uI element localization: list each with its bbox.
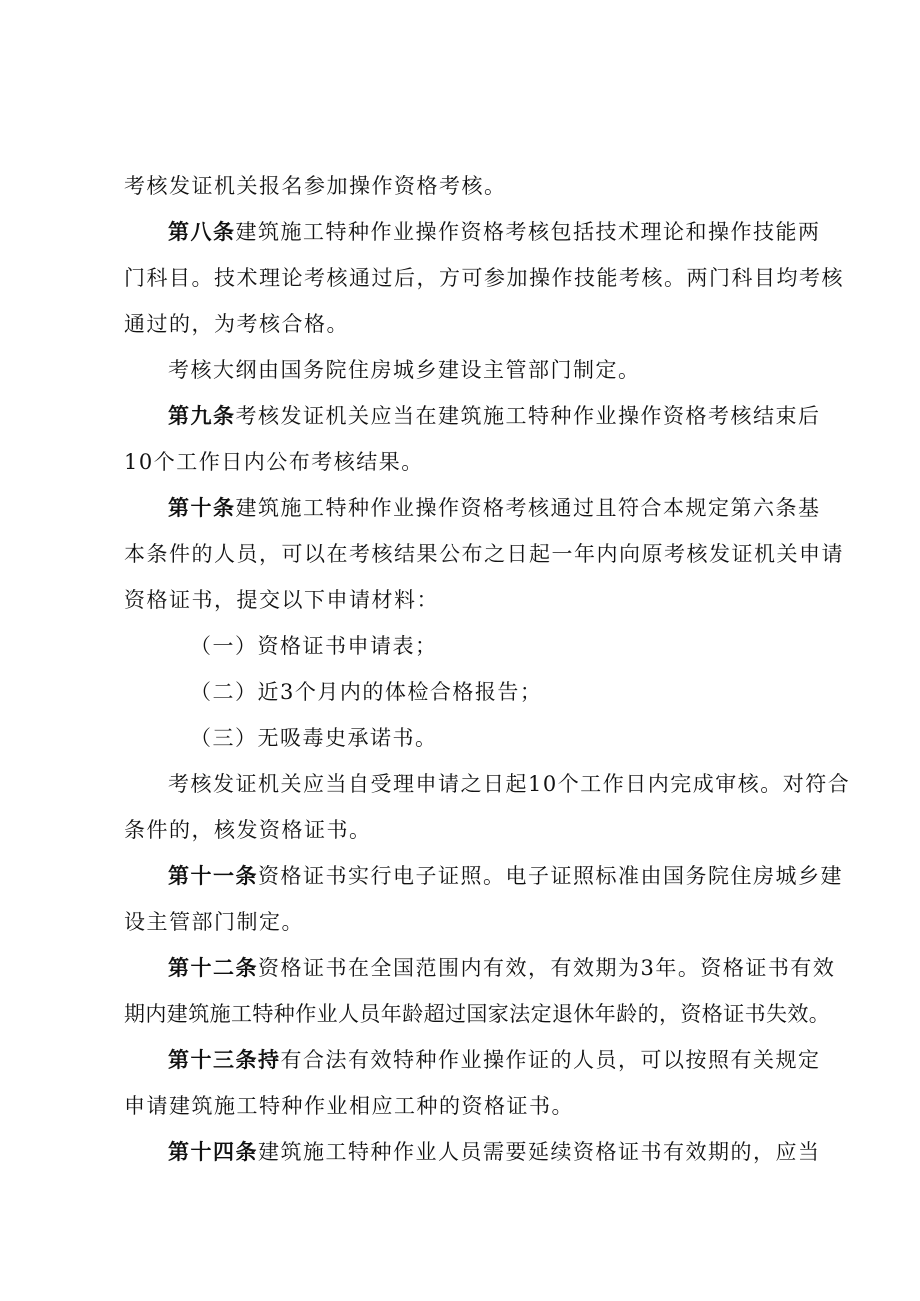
article-8-text: 建筑施工特种作业操作资格考核包括技术理论和操作技能两 bbox=[235, 220, 821, 244]
article-11-line-1 bbox=[124, 853, 843, 899]
list-item: （二）近3个月内的体检合格报告； bbox=[190, 680, 543, 704]
article-10-text: 建筑施工特种作业操作资格考核通过且符合本规定第六条基 bbox=[235, 496, 821, 520]
article-13-line-1 bbox=[124, 1037, 821, 1083]
body-line: 期内建筑施工特种作业人员年龄超过国家法定退休年龄的，资格证书失效。 bbox=[124, 1002, 831, 1026]
body-line: 申请建筑施工特种作业相应工种的资格证书。 bbox=[124, 1094, 574, 1118]
article-10-heading: 第十条 bbox=[168, 496, 236, 520]
body-line: 考核发证机关报名参加操作资格考核。 bbox=[124, 174, 507, 198]
article-8-line-1 bbox=[124, 209, 821, 255]
article-12-line-1 bbox=[124, 945, 836, 991]
article-13-text: 有合法有效特种作业操作证的人员，可以按照有关规定 bbox=[280, 1048, 821, 1072]
article-14-heading: 第十四条 bbox=[168, 1140, 258, 1164]
body-line: 门科目。技术理论考核通过后，方可参加操作技能考核。两门科目均考核 bbox=[124, 266, 844, 290]
article-14-text: 建筑施工特种作业人员需要延续资格证书有效期的，应当 bbox=[258, 1140, 821, 1164]
list-item: （一）资格证书申请表； bbox=[190, 634, 438, 658]
article-12-text: 资格证书在全国范围内有效，有效期为3年。资格证书有效 bbox=[258, 956, 836, 980]
body-line: 条件的，核发资格证书。 bbox=[124, 818, 372, 842]
body-line: 考核大纲由国务院住房城乡建设主管部门制定。 bbox=[168, 358, 641, 382]
body-line: 本条件的人员，可以在考核结果公布之日起一年内向原考核发证机关申请 bbox=[124, 542, 844, 566]
article-9-line-1 bbox=[124, 393, 821, 439]
article-11-heading: 第十一条 bbox=[168, 864, 258, 888]
document-body bbox=[124, 163, 851, 1175]
list-item: （三）无吸毒史承诺书。 bbox=[190, 726, 438, 750]
article-14-line-1 bbox=[124, 1129, 821, 1175]
body-line: 资格证书，提交以下申请材料： bbox=[124, 588, 439, 612]
article-10-line-1 bbox=[124, 485, 821, 531]
article-12-heading: 第十二条 bbox=[168, 956, 258, 980]
body-line: 通过的，为考核合格。 bbox=[124, 312, 349, 336]
body-line: 10个工作日内公布考核结果。 bbox=[124, 450, 424, 474]
article-9-text: 考核发证机关应当在建筑施工特种作业操作资格考核结束后 bbox=[235, 404, 821, 428]
article-13-heading: 第十三条持 bbox=[168, 1048, 281, 1072]
article-9-heading: 第九条 bbox=[168, 404, 236, 428]
body-line: 考核发证机关应当自受理申请之日起10个工作日内完成审核。对符合 bbox=[168, 772, 851, 796]
article-8-heading: 第八条 bbox=[168, 220, 236, 244]
article-11-text: 资格证书实行电子证照。电子证照标准由国务院住房城乡建 bbox=[258, 864, 843, 888]
body-line: 设主管部门制定。 bbox=[124, 910, 304, 934]
